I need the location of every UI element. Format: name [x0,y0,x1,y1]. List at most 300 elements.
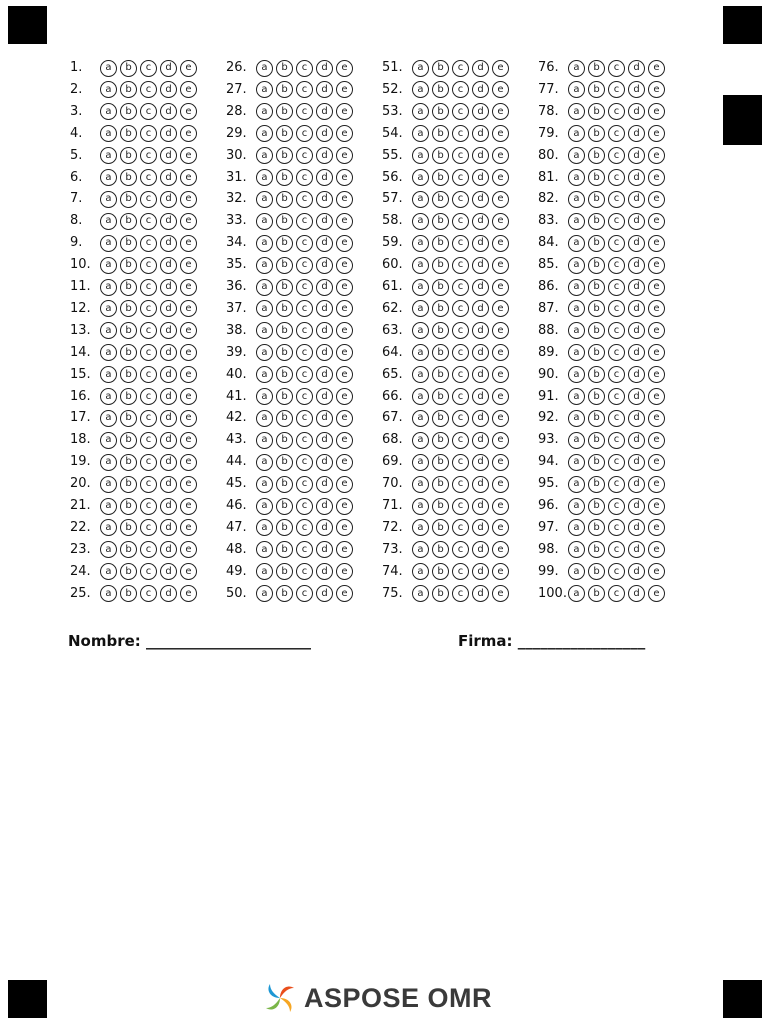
answer-bubble-b[interactable]: b [588,300,605,317]
answer-bubble-d[interactable]: d [472,541,489,558]
answer-bubble-d[interactable]: d [160,191,177,208]
answer-bubble-c[interactable]: c [452,432,469,449]
answer-bubble-b[interactable]: b [276,410,293,427]
answer-bubble-e[interactable]: e [648,322,665,339]
answer-bubble-c[interactable]: c [608,344,625,361]
answer-bubble-a[interactable]: a [568,498,585,515]
answer-bubble-b[interactable]: b [276,322,293,339]
answer-bubble-b[interactable]: b [432,388,449,405]
answer-bubble-b[interactable]: b [276,541,293,558]
answer-bubble-a[interactable]: a [256,344,273,361]
answer-bubble-b[interactable]: b [432,322,449,339]
answer-bubble-b[interactable]: b [276,585,293,602]
answer-bubble-c[interactable]: c [140,257,157,274]
answer-bubble-b[interactable]: b [588,498,605,515]
answer-bubble-a[interactable]: a [100,300,117,317]
answer-bubble-d[interactable]: d [160,541,177,558]
answer-bubble-d[interactable]: d [160,410,177,427]
answer-bubble-e[interactable]: e [492,103,509,120]
answer-bubble-b[interactable]: b [120,191,137,208]
answer-bubble-d[interactable]: d [160,235,177,252]
answer-bubble-e[interactable]: e [180,476,197,493]
answer-bubble-b[interactable]: b [432,169,449,186]
answer-bubble-d[interactable]: d [628,410,645,427]
answer-bubble-d[interactable]: d [628,147,645,164]
answer-bubble-d[interactable]: d [472,257,489,274]
answer-bubble-d[interactable]: d [472,476,489,493]
answer-bubble-b[interactable]: b [120,300,137,317]
answer-bubble-c[interactable]: c [296,257,313,274]
answer-bubble-e[interactable]: e [180,519,197,536]
answer-bubble-d[interactable]: d [316,410,333,427]
answer-bubble-d[interactable]: d [316,60,333,77]
answer-bubble-e[interactable]: e [336,410,353,427]
answer-bubble-b[interactable]: b [432,213,449,230]
answer-bubble-d[interactable]: d [628,541,645,558]
answer-bubble-b[interactable]: b [276,432,293,449]
answer-bubble-d[interactable]: d [160,300,177,317]
answer-bubble-b[interactable]: b [432,257,449,274]
answer-bubble-c[interactable]: c [140,169,157,186]
answer-bubble-e[interactable]: e [648,103,665,120]
answer-bubble-a[interactable]: a [100,60,117,77]
answer-bubble-c[interactable]: c [608,235,625,252]
answer-bubble-c[interactable]: c [608,191,625,208]
answer-bubble-d[interactable]: d [472,213,489,230]
answer-bubble-b[interactable]: b [432,300,449,317]
answer-bubble-a[interactable]: a [568,454,585,471]
answer-bubble-b[interactable]: b [432,60,449,77]
answer-bubble-d[interactable]: d [316,454,333,471]
answer-bubble-a[interactable]: a [100,279,117,296]
answer-bubble-e[interactable]: e [492,432,509,449]
answer-bubble-a[interactable]: a [256,213,273,230]
answer-bubble-a[interactable]: a [412,191,429,208]
answer-bubble-d[interactable]: d [160,60,177,77]
answer-bubble-e[interactable]: e [336,432,353,449]
answer-bubble-c[interactable]: c [608,147,625,164]
answer-bubble-a[interactable]: a [256,81,273,98]
answer-bubble-a[interactable]: a [568,585,585,602]
answer-bubble-e[interactable]: e [492,388,509,405]
answer-bubble-c[interactable]: c [296,322,313,339]
answer-bubble-e[interactable]: e [648,60,665,77]
answer-bubble-c[interactable]: c [140,585,157,602]
answer-bubble-a[interactable]: a [100,147,117,164]
answer-bubble-b[interactable]: b [432,366,449,383]
answer-bubble-b[interactable]: b [276,169,293,186]
answer-bubble-a[interactable]: a [412,103,429,120]
answer-bubble-d[interactable]: d [316,498,333,515]
answer-bubble-b[interactable]: b [588,410,605,427]
answer-bubble-c[interactable]: c [296,410,313,427]
answer-bubble-d[interactable]: d [160,476,177,493]
answer-bubble-a[interactable]: a [568,147,585,164]
answer-bubble-e[interactable]: e [648,498,665,515]
answer-bubble-d[interactable]: d [316,563,333,580]
answer-bubble-a[interactable]: a [568,169,585,186]
answer-bubble-e[interactable]: e [180,432,197,449]
answer-bubble-e[interactable]: e [648,476,665,493]
answer-bubble-b[interactable]: b [276,388,293,405]
answer-bubble-a[interactable]: a [100,541,117,558]
answer-bubble-a[interactable]: a [568,432,585,449]
answer-bubble-a[interactable]: a [568,563,585,580]
answer-bubble-c[interactable]: c [608,432,625,449]
answer-bubble-d[interactable]: d [316,257,333,274]
answer-bubble-c[interactable]: c [140,125,157,142]
answer-bubble-a[interactable]: a [412,498,429,515]
answer-bubble-a[interactable]: a [100,366,117,383]
answer-bubble-d[interactable]: d [472,191,489,208]
answer-bubble-a[interactable]: a [100,519,117,536]
answer-bubble-b[interactable]: b [432,563,449,580]
answer-bubble-b[interactable]: b [588,81,605,98]
answer-bubble-a[interactable]: a [412,563,429,580]
answer-bubble-e[interactable]: e [180,191,197,208]
answer-bubble-b[interactable]: b [588,279,605,296]
answer-bubble-a[interactable]: a [412,147,429,164]
answer-bubble-c[interactable]: c [452,191,469,208]
answer-bubble-a[interactable]: a [568,476,585,493]
answer-bubble-b[interactable]: b [588,322,605,339]
answer-bubble-b[interactable]: b [276,213,293,230]
answer-bubble-a[interactable]: a [256,147,273,164]
answer-bubble-b[interactable]: b [276,125,293,142]
answer-bubble-e[interactable]: e [336,366,353,383]
answer-bubble-e[interactable]: e [336,388,353,405]
answer-bubble-d[interactable]: d [472,125,489,142]
answer-bubble-b[interactable]: b [588,388,605,405]
answer-bubble-b[interactable]: b [120,454,137,471]
answer-bubble-b[interactable]: b [120,410,137,427]
answer-bubble-e[interactable]: e [180,366,197,383]
answer-bubble-e[interactable]: e [336,213,353,230]
answer-bubble-e[interactable]: e [492,541,509,558]
answer-bubble-e[interactable]: e [648,432,665,449]
answer-bubble-e[interactable]: e [336,125,353,142]
answer-bubble-d[interactable]: d [316,169,333,186]
answer-bubble-b[interactable]: b [432,410,449,427]
answer-bubble-a[interactable]: a [568,191,585,208]
answer-bubble-a[interactable]: a [256,300,273,317]
answer-bubble-c[interactable]: c [140,103,157,120]
answer-bubble-e[interactable]: e [492,147,509,164]
answer-bubble-a[interactable]: a [256,432,273,449]
answer-bubble-c[interactable]: c [608,81,625,98]
answer-bubble-d[interactable]: d [628,519,645,536]
answer-bubble-b[interactable]: b [276,300,293,317]
answer-bubble-b[interactable]: b [588,344,605,361]
answer-bubble-d[interactable]: d [472,563,489,580]
answer-bubble-d[interactable]: d [628,366,645,383]
answer-bubble-d[interactable]: d [628,213,645,230]
answer-bubble-d[interactable]: d [160,103,177,120]
answer-bubble-c[interactable]: c [140,322,157,339]
answer-bubble-b[interactable]: b [276,235,293,252]
answer-bubble-e[interactable]: e [648,344,665,361]
answer-bubble-e[interactable]: e [180,498,197,515]
answer-bubble-c[interactable]: c [608,322,625,339]
answer-bubble-a[interactable]: a [256,454,273,471]
answer-bubble-d[interactable]: d [160,432,177,449]
answer-bubble-e[interactable]: e [492,519,509,536]
answer-bubble-d[interactable]: d [472,498,489,515]
answer-bubble-d[interactable]: d [628,432,645,449]
answer-bubble-a[interactable]: a [568,388,585,405]
answer-bubble-d[interactable]: d [472,388,489,405]
answer-bubble-d[interactable]: d [472,322,489,339]
answer-bubble-d[interactable]: d [160,388,177,405]
answer-bubble-c[interactable]: c [140,213,157,230]
answer-bubble-d[interactable]: d [160,344,177,361]
answer-bubble-d[interactable]: d [160,563,177,580]
answer-bubble-e[interactable]: e [336,541,353,558]
answer-bubble-d[interactable]: d [316,125,333,142]
answer-bubble-e[interactable]: e [648,81,665,98]
answer-bubble-a[interactable]: a [412,344,429,361]
answer-bubble-e[interactable]: e [648,257,665,274]
answer-bubble-d[interactable]: d [160,519,177,536]
answer-bubble-b[interactable]: b [120,213,137,230]
answer-bubble-b[interactable]: b [588,585,605,602]
answer-bubble-a[interactable]: a [256,476,273,493]
answer-bubble-e[interactable]: e [336,279,353,296]
answer-bubble-b[interactable]: b [588,563,605,580]
answer-bubble-c[interactable]: c [296,147,313,164]
answer-bubble-b[interactable]: b [432,103,449,120]
answer-bubble-e[interactable]: e [180,147,197,164]
answer-bubble-b[interactable]: b [276,498,293,515]
answer-bubble-d[interactable]: d [472,60,489,77]
answer-bubble-b[interactable]: b [588,432,605,449]
answer-bubble-c[interactable]: c [452,125,469,142]
answer-bubble-e[interactable]: e [492,322,509,339]
answer-bubble-e[interactable]: e [180,279,197,296]
answer-bubble-e[interactable]: e [492,125,509,142]
answer-bubble-d[interactable]: d [472,585,489,602]
answer-bubble-e[interactable]: e [180,410,197,427]
answer-bubble-a[interactable]: a [256,541,273,558]
answer-bubble-c[interactable]: c [452,541,469,558]
answer-bubble-b[interactable]: b [432,81,449,98]
answer-bubble-a[interactable]: a [256,563,273,580]
answer-bubble-d[interactable]: d [316,81,333,98]
answer-bubble-b[interactable]: b [120,366,137,383]
answer-bubble-a[interactable]: a [256,498,273,515]
answer-bubble-e[interactable]: e [492,191,509,208]
answer-bubble-a[interactable]: a [100,235,117,252]
answer-bubble-c[interactable]: c [452,366,469,383]
answer-bubble-a[interactable]: a [100,322,117,339]
answer-bubble-b[interactable]: b [120,476,137,493]
answer-bubble-c[interactable]: c [140,388,157,405]
answer-bubble-a[interactable]: a [100,81,117,98]
answer-bubble-c[interactable]: c [140,60,157,77]
answer-bubble-a[interactable]: a [256,410,273,427]
answer-bubble-c[interactable]: c [608,213,625,230]
answer-bubble-c[interactable]: c [608,366,625,383]
answer-bubble-c[interactable]: c [296,541,313,558]
answer-bubble-c[interactable]: c [140,81,157,98]
answer-bubble-b[interactable]: b [120,169,137,186]
answer-bubble-c[interactable]: c [608,476,625,493]
answer-bubble-b[interactable]: b [432,476,449,493]
answer-bubble-e[interactable]: e [180,81,197,98]
answer-bubble-d[interactable]: d [316,432,333,449]
answer-bubble-c[interactable]: c [452,169,469,186]
answer-bubble-c[interactable]: c [452,563,469,580]
answer-bubble-c[interactable]: c [140,300,157,317]
answer-bubble-a[interactable]: a [412,366,429,383]
answer-bubble-b[interactable]: b [432,541,449,558]
answer-bubble-d[interactable]: d [160,169,177,186]
answer-bubble-e[interactable]: e [492,585,509,602]
answer-bubble-c[interactable]: c [140,476,157,493]
answer-bubble-e[interactable]: e [336,169,353,186]
answer-bubble-a[interactable]: a [100,432,117,449]
answer-bubble-d[interactable]: d [472,344,489,361]
answer-bubble-d[interactable]: d [628,388,645,405]
answer-bubble-c[interactable]: c [452,410,469,427]
answer-bubble-b[interactable]: b [432,191,449,208]
answer-bubble-d[interactable]: d [316,235,333,252]
answer-bubble-a[interactable]: a [100,103,117,120]
answer-bubble-a[interactable]: a [256,388,273,405]
answer-bubble-e[interactable]: e [648,125,665,142]
answer-bubble-a[interactable]: a [412,322,429,339]
answer-bubble-e[interactable]: e [492,279,509,296]
answer-bubble-e[interactable]: e [180,213,197,230]
answer-bubble-c[interactable]: c [452,257,469,274]
answer-bubble-a[interactable]: a [412,519,429,536]
answer-bubble-e[interactable]: e [180,344,197,361]
answer-bubble-b[interactable]: b [588,541,605,558]
answer-bubble-e[interactable]: e [648,300,665,317]
answer-bubble-a[interactable]: a [256,191,273,208]
answer-bubble-c[interactable]: c [140,235,157,252]
answer-bubble-a[interactable]: a [412,60,429,77]
answer-bubble-c[interactable]: c [140,410,157,427]
answer-bubble-b[interactable]: b [276,344,293,361]
answer-bubble-b[interactable]: b [276,191,293,208]
answer-bubble-a[interactable]: a [256,60,273,77]
answer-bubble-e[interactable]: e [336,498,353,515]
answer-bubble-e[interactable]: e [648,213,665,230]
answer-bubble-a[interactable]: a [568,410,585,427]
answer-bubble-d[interactable]: d [472,432,489,449]
answer-bubble-a[interactable]: a [256,519,273,536]
answer-bubble-d[interactable]: d [628,300,645,317]
answer-bubble-a[interactable]: a [568,213,585,230]
answer-bubble-d[interactable]: d [160,125,177,142]
answer-bubble-c[interactable]: c [452,454,469,471]
answer-bubble-c[interactable]: c [608,563,625,580]
answer-bubble-d[interactable]: d [472,366,489,383]
answer-bubble-e[interactable]: e [648,191,665,208]
answer-bubble-a[interactable]: a [100,563,117,580]
answer-bubble-a[interactable]: a [412,541,429,558]
answer-bubble-e[interactable]: e [180,585,197,602]
answer-bubble-d[interactable]: d [316,279,333,296]
answer-bubble-a[interactable]: a [412,476,429,493]
answer-bubble-b[interactable]: b [588,454,605,471]
answer-bubble-b[interactable]: b [432,498,449,515]
answer-bubble-c[interactable]: c [140,454,157,471]
answer-bubble-e[interactable]: e [648,410,665,427]
answer-bubble-a[interactable]: a [256,125,273,142]
answer-bubble-e[interactable]: e [336,81,353,98]
answer-bubble-e[interactable]: e [180,257,197,274]
answer-bubble-b[interactable]: b [120,81,137,98]
answer-bubble-d[interactable]: d [628,279,645,296]
answer-bubble-d[interactable]: d [628,476,645,493]
answer-bubble-e[interactable]: e [336,60,353,77]
answer-bubble-c[interactable]: c [608,454,625,471]
answer-bubble-c[interactable]: c [296,60,313,77]
answer-bubble-e[interactable]: e [336,519,353,536]
answer-bubble-b[interactable]: b [120,344,137,361]
answer-bubble-c[interactable]: c [140,563,157,580]
answer-bubble-d[interactable]: d [628,103,645,120]
answer-bubble-d[interactable]: d [316,585,333,602]
answer-bubble-d[interactable]: d [160,585,177,602]
answer-bubble-a[interactable]: a [412,410,429,427]
answer-bubble-e[interactable]: e [648,541,665,558]
answer-bubble-e[interactable]: e [492,235,509,252]
answer-bubble-c[interactable]: c [140,366,157,383]
answer-bubble-a[interactable]: a [412,585,429,602]
answer-bubble-a[interactable]: a [412,300,429,317]
answer-bubble-e[interactable]: e [492,366,509,383]
answer-bubble-e[interactable]: e [336,257,353,274]
answer-bubble-b[interactable]: b [120,322,137,339]
answer-bubble-a[interactable]: a [412,213,429,230]
answer-bubble-d[interactable]: d [316,103,333,120]
answer-bubble-a[interactable]: a [100,498,117,515]
answer-bubble-e[interactable]: e [492,81,509,98]
answer-bubble-c[interactable]: c [140,279,157,296]
answer-bubble-c[interactable]: c [140,541,157,558]
answer-bubble-c[interactable]: c [452,147,469,164]
answer-bubble-c[interactable]: c [452,300,469,317]
answer-bubble-d[interactable]: d [316,344,333,361]
answer-bubble-e[interactable]: e [648,147,665,164]
answer-bubble-c[interactable]: c [296,103,313,120]
answer-bubble-c[interactable]: c [452,498,469,515]
answer-bubble-e[interactable]: e [180,60,197,77]
answer-bubble-e[interactable]: e [336,235,353,252]
answer-bubble-b[interactable]: b [120,125,137,142]
answer-bubble-b[interactable]: b [432,344,449,361]
answer-bubble-c[interactable]: c [296,388,313,405]
answer-bubble-c[interactable]: c [296,454,313,471]
answer-bubble-d[interactable]: d [472,169,489,186]
answer-bubble-a[interactable]: a [568,519,585,536]
answer-bubble-b[interactable]: b [276,454,293,471]
answer-bubble-e[interactable]: e [336,147,353,164]
answer-bubble-b[interactable]: b [588,476,605,493]
answer-bubble-a[interactable]: a [256,279,273,296]
answer-bubble-d[interactable]: d [628,125,645,142]
answer-bubble-c[interactable]: c [608,169,625,186]
answer-bubble-c[interactable]: c [608,300,625,317]
answer-bubble-e[interactable]: e [180,125,197,142]
answer-bubble-a[interactable]: a [568,235,585,252]
answer-bubble-a[interactable]: a [412,279,429,296]
answer-bubble-d[interactable]: d [472,454,489,471]
answer-bubble-b[interactable]: b [588,103,605,120]
